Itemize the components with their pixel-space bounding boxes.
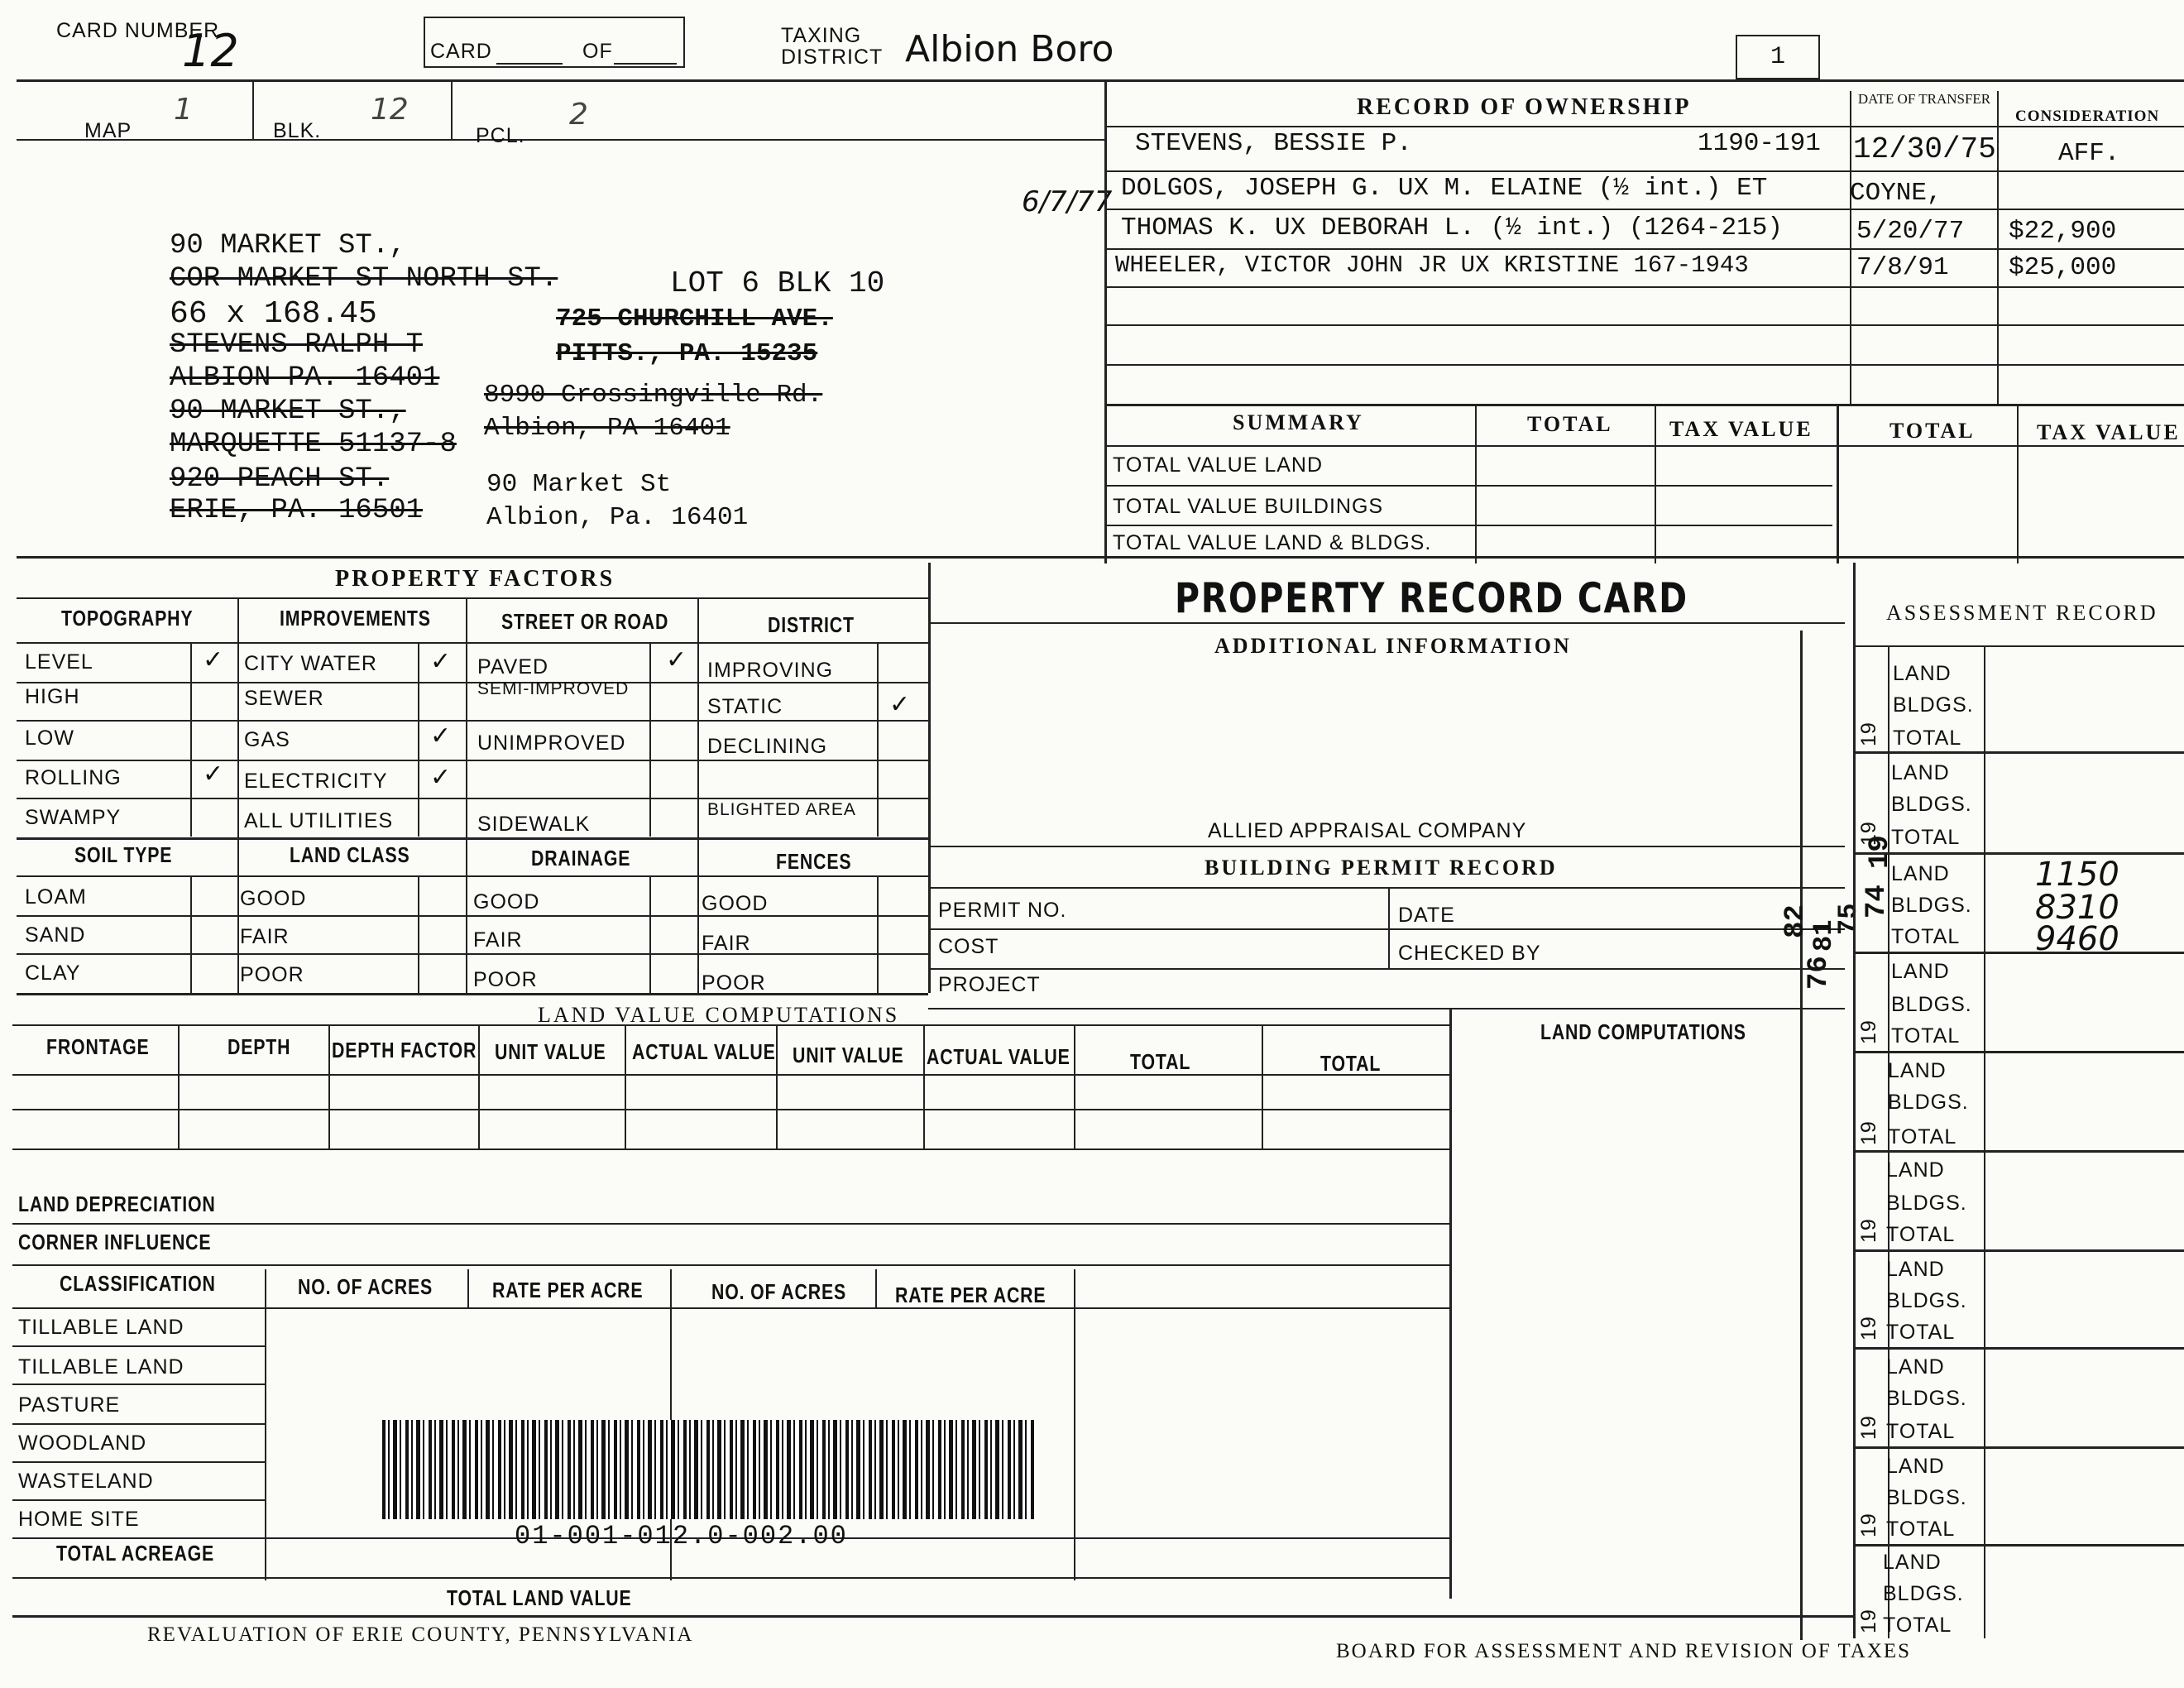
assessment-total-label: TOTAL (1891, 1024, 1961, 1048)
consideration-header: CONSIDERATION (2015, 108, 2160, 125)
blk-label: BLK. (273, 119, 322, 142)
unit-value-header: UNIT VALUE (793, 1043, 904, 1067)
land-class-good: GOOD (240, 887, 307, 910)
assessment-total-label: TOTAL (1891, 925, 1961, 948)
assessment-total-value: 9460 (2035, 920, 2119, 958)
of-label: OF (582, 40, 613, 63)
assessment-land-label: LAND (1886, 1158, 1945, 1182)
unit-value-header: UNIT VALUE (495, 1039, 606, 1064)
frontage-header: FRONTAGE (46, 1034, 150, 1059)
assessment-year: 19 (1857, 1019, 1880, 1044)
owner-consideration: AFF. (2058, 139, 2120, 168)
assessment-bldgs-label: BLDGS. (1888, 1091, 1969, 1114)
footer-right: BOARD FOR ASSESSMENT AND REVISION OF TAXES (1336, 1640, 1912, 1662)
land-class-poor: POOR (240, 963, 304, 986)
street-paved: PAVED (477, 655, 549, 679)
street-sidewalk: SIDEWALK (477, 813, 591, 836)
fences-header: FENCES (776, 849, 852, 874)
assessment-land-value: 1150 (2035, 856, 2119, 894)
district-improving: IMPROVING (707, 659, 834, 682)
card-number-label: CARD NUMBER (56, 19, 220, 42)
topography-header: TOPOGRAPHY (61, 606, 194, 631)
drainage-header: DRAINAGE (531, 846, 631, 870)
address-line: 8990 Crossingville Rd. (484, 381, 823, 410)
assessment-year: 19 (1857, 722, 1880, 746)
barcode-graphic (382, 1420, 1036, 1519)
assessment-bldgs-label: BLDGS. (1883, 1582, 1964, 1605)
assessment-total-label: TOTAL (1893, 727, 1962, 750)
assessment-bldgs-label: BLDGS. (1886, 1289, 1967, 1312)
assessment-year: 19 (1857, 1316, 1880, 1340)
level-check-mark: ✓ (203, 645, 224, 674)
depth-header: DEPTH (228, 1034, 291, 1059)
pcl-label: PCL. (476, 124, 525, 147)
summary-row-label: TOTAL VALUE BUILDINGS (1113, 495, 1384, 518)
city-water-check-mark: ✓ (430, 647, 452, 676)
actual-value-header: ACTUAL VALUE (632, 1039, 776, 1064)
address-line: Albion, Pa. 16401 (486, 503, 749, 532)
topography-swampy: SWAMPY (25, 806, 122, 829)
paved-check-mark: ✓ (666, 645, 687, 674)
address-line: ALBION PA. 16401 (170, 362, 440, 394)
assessment-total-label: TOTAL (1883, 1614, 1952, 1637)
land-computations-label: LAND COMPUTATIONS (1540, 1019, 1746, 1044)
improvement-all-utilities: ALL UTILITIES (244, 809, 394, 832)
district-blighted-area: BLIGHTED AREA (707, 800, 856, 819)
assessment-year: 19 (1857, 1218, 1880, 1243)
blk-value: 12 (371, 93, 409, 127)
gas-check-mark: ✓ (430, 722, 452, 750)
address-line: 90 Market St (486, 470, 672, 499)
additional-information-label: ADDITIONAL INFORMATION (1214, 634, 1572, 658)
summary-row-label: TOTAL VALUE LAND (1113, 453, 1324, 477)
soil-type-header: SOIL TYPE (74, 842, 173, 867)
assessment-land-label: LAND (1886, 1258, 1945, 1281)
depth-factor-header: DEPTH FACTOR (332, 1038, 477, 1062)
summary-total-header: TOTAL (1889, 419, 1976, 443)
pcl-value: 2 (569, 98, 588, 132)
card-number-value: 12 (182, 25, 239, 77)
taxing-district-label: TAXING DISTRICT (781, 24, 884, 69)
assessment-bldgs-label: BLDGS. (1893, 693, 1974, 717)
assessment-land-label: LAND (1886, 1455, 1945, 1478)
assessment-bldgs-label: BLDGS. (1891, 894, 1972, 917)
owner-consideration: $22,900 (2009, 217, 2117, 246)
stamped-year: 81 (1808, 919, 1839, 952)
soil-sand: SAND (25, 923, 86, 947)
corner-influence-label: CORNER INFLUENCE (18, 1230, 212, 1254)
topography-level: LEVEL (25, 650, 93, 674)
summary-row-label: TOTAL VALUE LAND & BLDGS. (1113, 531, 1432, 554)
fences-fair: FAIR (702, 932, 751, 955)
assessment-land-label: LAND (1891, 862, 1950, 885)
stamped-year: 82 (1780, 904, 1812, 938)
summary-total-header: TOTAL (1527, 412, 1613, 436)
owner-date: 12/30/75 (1853, 132, 1996, 166)
footer-left: REVALUATION OF ERIE COUNTY, PENNSYLVANIA (147, 1623, 694, 1646)
owner-ref: 1190-191 (1698, 129, 1821, 158)
owner-name: WHEELER, VICTOR JOHN JR UX KRISTINE 167-1943 (1115, 252, 1749, 279)
owner-consideration: $25,000 (2009, 253, 2117, 282)
improvements-header: IMPROVEMENTS (280, 606, 431, 631)
owner-name: STEVENS, BESSIE P. (1135, 129, 1412, 158)
improvement-gas: GAS (244, 728, 290, 751)
stamped-year: 74 (1861, 885, 1893, 918)
assessment-year: 19 (1857, 821, 1880, 846)
class-tillable-land: TILLABLE LAND (18, 1316, 184, 1339)
total-acreage-label: TOTAL ACREAGE (56, 1541, 215, 1566)
assessment-bldgs-label: BLDGS. (1891, 993, 1972, 1016)
improvement-city-water: CITY WATER (244, 652, 377, 675)
street-semi-improved: SEMI-IMPROVED (477, 679, 630, 698)
address-line: 725 CHURCHILL AVE. (556, 305, 833, 333)
street-header: STREET OR ROAD (501, 609, 669, 634)
summary-tax-value-header: TAX VALUE (1669, 417, 1813, 441)
address-line: 920 PEACH ST. (170, 463, 390, 495)
street-unimproved: UNIMPROVED (477, 731, 626, 755)
lot-dimensions: 66 x 168.45 (170, 296, 377, 332)
owner-name: THOMAS K. UX DEBORAH L. (½ int.) (1264-215) (1121, 213, 1783, 242)
assessment-land-label: LAND (1891, 960, 1950, 983)
assessment-bldgs-value: 8310 (2035, 889, 2119, 927)
checked-by-label: CHECKED BY (1398, 942, 1541, 965)
district-header: DISTRICT (768, 612, 855, 637)
assessment-year: 19 (1857, 1120, 1880, 1145)
soil-clay: CLAY (25, 961, 81, 985)
address-line: Albion, PA 16401 (484, 414, 730, 443)
owner-name: DOLGOS, JOSEPH G. UX M. ELAINE (½ int.) ET (1121, 174, 1768, 203)
building-permit-record-title: BUILDING PERMIT RECORD (1205, 856, 1558, 880)
map-value: 1 (174, 93, 193, 127)
rolling-check-mark: ✓ (203, 760, 224, 789)
rate-per-acre-header: RATE PER ACRE (492, 1278, 644, 1302)
assessment-record-title: ASSESSMENT RECORD (1886, 601, 2158, 625)
drainage-good: GOOD (473, 890, 540, 914)
soil-loam: LOAM (25, 885, 87, 909)
topography-rolling: ROLLING (25, 766, 122, 789)
assessment-total-label: TOTAL (1886, 1420, 1956, 1443)
owner-date: 7/8/91 (1856, 253, 1949, 282)
assessment-bldgs-label: BLDGS. (1886, 1387, 1967, 1410)
permit-date-label: DATE (1398, 904, 1455, 927)
project-label: PROJECT (938, 973, 1041, 996)
land-class-header: LAND CLASS (290, 842, 410, 867)
property-factors-title: PROPERTY FACTORS (335, 566, 615, 592)
district-declining: DECLINING (707, 735, 828, 758)
assessment-total-label: TOTAL (1891, 826, 1961, 849)
actual-value-header: ACTUAL VALUE (927, 1044, 1070, 1069)
total-land-value-label: TOTAL LAND VALUE (447, 1585, 632, 1610)
static-check-mark: ✓ (889, 690, 911, 719)
class-pasture: PASTURE (18, 1393, 121, 1417)
owner-date: COYNE, (1850, 179, 1942, 208)
improvement-electricity: ELECTRICITY (244, 770, 388, 793)
property-record-card-title: PROPERTY RECORD CARD (1175, 574, 1688, 622)
summary-tax-value-header: TAX VALUE (2037, 420, 2181, 444)
appraiser-name: ALLIED APPRAISAL COMPANY (1208, 819, 1527, 842)
electricity-check-mark: ✓ (430, 763, 452, 792)
topography-high: HIGH (25, 685, 80, 708)
rate-per-acre-header: RATE PER ACRE (895, 1283, 1046, 1307)
assessment-year: 19 (1857, 1609, 1880, 1633)
topography-low: LOW (25, 727, 74, 750)
owner-date: 5/20/77 (1856, 217, 1965, 246)
assessment-year: 19 (1857, 1415, 1880, 1440)
stamped-year: 75 (1833, 903, 1864, 935)
drainage-fair: FAIR (473, 928, 523, 952)
land-depreciation-label: LAND DEPRECIATION (18, 1192, 216, 1216)
stamped-year: 76 (1803, 956, 1835, 990)
card-label: CARD (430, 40, 492, 63)
assessment-land-label: LAND (1888, 1059, 1947, 1082)
fences-good: GOOD (702, 892, 769, 915)
address-line: STEVENS RALPH T (170, 329, 424, 361)
stamped-year: 19 (1865, 835, 1896, 869)
map-label: MAP (84, 119, 132, 142)
district-static: STATIC (707, 695, 783, 718)
land-value-computations-title: LAND VALUE COMPUTATIONS (538, 1003, 900, 1027)
summary-title: SUMMARY (1233, 410, 1364, 434)
assessment-total-label: TOTAL (1886, 1518, 1956, 1541)
class-wasteland: WASTELAND (18, 1470, 154, 1493)
class-woodland: WOODLAND (18, 1431, 147, 1455)
address-line: COR MARKET ST NORTH ST. (170, 263, 558, 295)
land-class-fair: FAIR (240, 925, 290, 948)
ownership-title: RECORD OF OWNERSHIP (1357, 94, 1692, 120)
address-line: ERIE, PA. 16501 (170, 495, 424, 526)
date-of-transfer-header: DATE OF TRANSFER (1857, 91, 1991, 107)
address-line: 90 MARKET ST., (170, 230, 406, 261)
class-home-site: HOME SITE (18, 1508, 140, 1531)
class-tillable-land: TILLABLE LAND (18, 1355, 184, 1379)
margin-date: 6/7/77 (1022, 185, 1113, 218)
lot-block: LOT 6 BLK 10 (670, 266, 885, 300)
assessment-land-label: LAND (1886, 1355, 1945, 1379)
card-box: 1 (1736, 35, 1820, 79)
assessment-bldgs-label: BLDGS. (1886, 1486, 1967, 1509)
assessment-land-label: LAND (1883, 1551, 1942, 1574)
total-header: TOTAL (1130, 1049, 1191, 1074)
assessment-year: 19 (1857, 1513, 1880, 1537)
assessment-bldgs-label: BLDGS. (1891, 793, 1972, 816)
assessment-land-label: LAND (1893, 662, 1952, 685)
classification-header: CLASSIFICATION (60, 1271, 216, 1296)
acres-header: NO. OF ACRES (298, 1274, 433, 1299)
total-header: TOTAL (1320, 1051, 1382, 1076)
fences-poor: POOR (702, 971, 766, 995)
address-line: 90 MARKET ST., (170, 396, 406, 427)
permit-cost-label: COST (938, 935, 999, 958)
assessment-total-label: TOTAL (1888, 1125, 1957, 1149)
assessment-land-label: LAND (1891, 761, 1950, 784)
assessment-bldgs-label: BLDGS. (1886, 1192, 1967, 1215)
barcode-number: 01-001-012.0-002.00 (515, 1521, 848, 1551)
permit-no-label: PERMIT NO. (938, 899, 1067, 922)
assessment-total-label: TOTAL (1886, 1321, 1956, 1344)
taxing-district-value: Albion Boro (905, 28, 1114, 70)
drainage-poor: POOR (473, 968, 538, 991)
address-line: MARQUETTE 51137-8 (170, 429, 457, 460)
improvement-sewer: SEWER (244, 687, 324, 710)
address-line: PITTS., PA. 15235 (556, 339, 818, 368)
assessment-total-label: TOTAL (1886, 1223, 1956, 1246)
acres-header: NO. OF ACRES (711, 1279, 847, 1304)
